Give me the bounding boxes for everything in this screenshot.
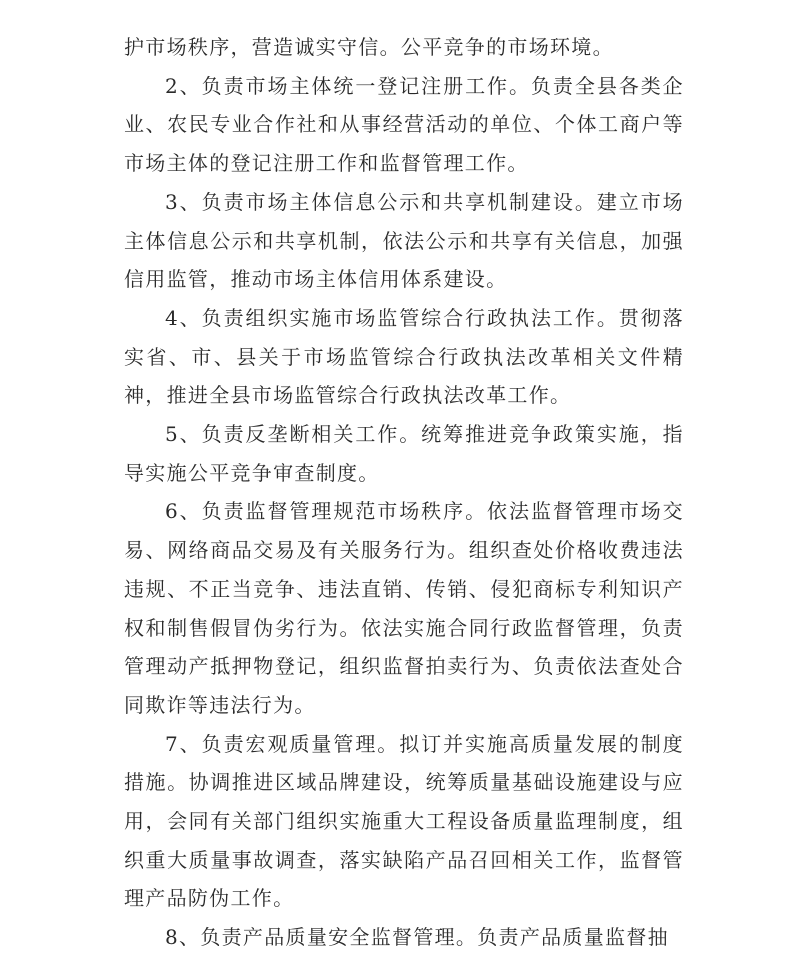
paragraph-1: 护市场秩序，营造诚实守信。公平竞争的市场环境。 — [124, 35, 614, 59]
paragraph-2: 2、负责市场主体统一登记注册工作。负责全县各类企业、农民专业合作社和从事经营活动的单位、个体工商户等市场主体的登记注册工作和监督管理工作。 — [124, 73, 684, 176]
paragraph-6: 6、负责监督管理规范市场秩序。依法监督管理市场交易、网络商品交易及有关服务行为。组织查处价格收费违法违规、不正当竞争、违法直销、传销、侵犯商标专利知识产权和制售假冒伪劣行为。依法实施合同行政监督管理，负责管理动产抵押物登记，组织监督拍卖行为、负责依法查处合同欺诈等违法行为。 — [124, 499, 684, 717]
document-page — [124, 28, 684, 957]
paragraph-4: 4、负责组织实施市场监管综合行政执法工作。贯彻落实省、市、县关于市场监管综合行政执法改革相关文件精神，推进全县市场监管综合行政执法改革工作。 — [124, 305, 684, 408]
paragraph-3: 3、负责市场主体信息公示和共享机制建设。建立市场主体信息公示和共享机制，依法公示和共享有关信息，加强信用监管，推动市场主体信用体系建设。 — [124, 189, 684, 292]
paragraph-7: 7、负责宏观质量管理。拟订并实施高质量发展的制度措施。协调推进区域品牌建设，统筹质量基础设施建设与应用，会同有关部门组织实施重大工程设备质量监理制度，组织重大质量事故调查，落实缺陷产品召回相关工作，监督管理产品防伪工作。 — [124, 731, 684, 911]
paragraph-5: 5、负责反垄断相关工作。统筹推进竞争政策实施，指导实施公平竞争审查制度。 — [124, 422, 684, 485]
paragraph-8: 8、负责产品质量安全监督管理。负责产品质量监督抽 — [165, 925, 669, 950]
